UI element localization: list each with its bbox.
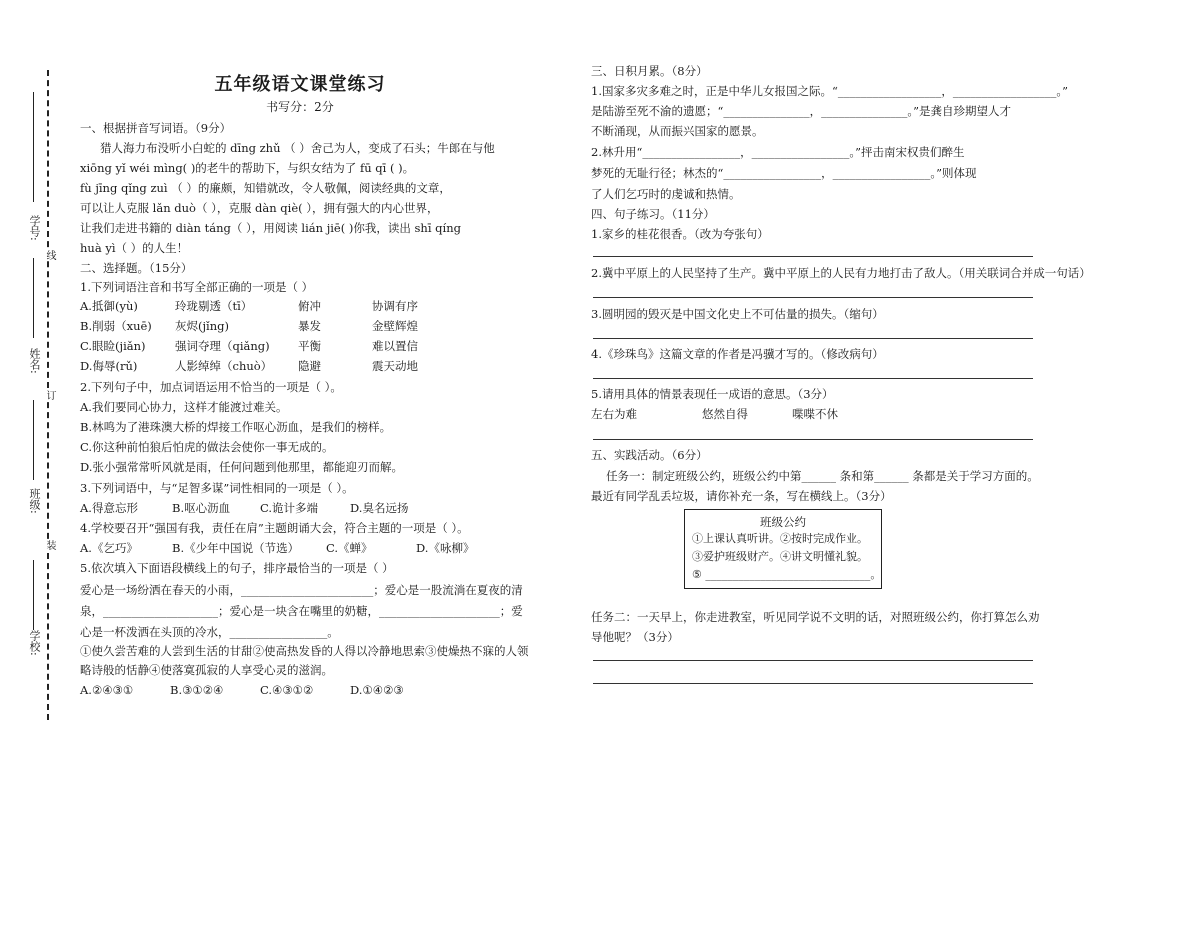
option-cell: 强词夺理（qiǎng) [175,339,270,353]
idiom: 喋喋不休 [792,407,838,421]
class-rule-line: ①上课认真听讲。②按时完成作业。 [692,532,868,545]
question-2-1: 1.下列词语注音和书写全部正确的一项是（ ） [80,280,314,294]
question-2-4: 4.学校要召开“强国有我，责任在肩”主题朗诵大会，符合主题的一项是（ ）。 [80,521,469,535]
option-cell: 协调有序 [372,299,418,313]
option-cell: C.诡计多端 [260,501,319,515]
question-4-1: 1.家乡的桂花很香。（改为夸张句） [591,227,769,241]
option-cell: 人影绰绰（chuò） [175,359,273,373]
answer-line[interactable] [593,256,1033,257]
answer-line[interactable] [593,338,1033,339]
option-cell: B.呕心沥血 [172,501,231,515]
binding-ding-label: 订 [44,390,55,400]
option-cell: 灰烬(jǐng) [175,319,229,333]
section1-line: fù jīng qǐng zuì （ ）的廉颇，知错就改，令人敬佩，阅读经典的文章， [80,181,451,195]
q5-choices-line: 略诗般的恬静④使落寞孤寂的人享受心灵的滋润。 [80,663,333,677]
option-cell: B.③①②④ [170,683,224,697]
question-2-3: 3.下列词语中，与“足智多谋”词性相同的一项是（ ）。 [80,481,354,495]
section3-line: 不断涌现，从而振兴国家的愿景。 [591,124,764,138]
option-cell: D.①④②③ [350,683,404,697]
question-4-2: 2.冀中平原上的人民坚持了生产。冀中平原上的人民有力地打击了敌人。（用关联词合并成一句话） [591,266,1091,280]
class-underline [33,400,34,480]
option-cell: 平衡 [298,339,321,353]
q2-option: A.我们要同心协力，这样才能渡过难关。 [80,400,288,414]
option-cell: B.《少年中国说（节选） [172,541,300,555]
class-label: 班级: [28,488,41,514]
q2-option: B.林鸣为了港珠澳大桥的焊接工作呕心沥血，是我们的榜样。 [80,420,392,434]
answer-line[interactable] [593,660,1033,661]
question-2-5: 5.依次填入下面语段横线上的句子，排序最恰当的一项是（ ） [80,561,394,575]
option-cell: 金壁辉煌 [372,319,418,333]
answer-line[interactable] [593,297,1033,298]
section3-heading: 三、日积月累。（8分） [591,64,708,78]
option-cell: C.《蝉》 [326,541,373,555]
binding-margin [0,0,60,926]
option-cell: D.《咏柳》 [416,541,475,555]
section5-heading: 五、实践活动。（6分） [591,448,708,462]
answer-line[interactable] [593,439,1033,440]
option-cell: 隐避 [298,359,321,373]
q5-text-line: 心是一杯泼洒在头顶的冷水，_________________。 [80,625,339,639]
class-rules-title: 班级公约 [760,515,806,529]
name-underline [33,258,34,338]
school-label: 学校: [28,630,41,656]
section4-heading: 四、句子练习。（11分） [591,207,715,221]
school-underline [33,560,34,630]
q2-option: D.张小强常常听风就是雨，任何问题到他那里，都能迎刃而解。 [80,460,403,474]
option-cell: B.削弱（xuē) [80,319,152,333]
question-2-2: 2.下列句子中，加点词语运用不恰当的一项是（ ）。 [80,380,342,394]
option-cell: C.眼睑(jiǎn) [80,339,146,353]
section1-line: huà yì（ ）的人生！ [80,241,189,255]
question-4-3: 3.圆明园的毁灭是中国文化史上不可估量的损失。（缩句） [591,307,884,321]
option-cell: 暴发 [298,319,321,333]
question-4-5: 5.请用具体的情景表现任一成语的意思。（3分） [591,387,834,401]
binding-zhuang-label: 装 [44,540,55,550]
q2-option: C.你这种前怕狼后怕虎的做法会使你一事无成的。 [80,440,334,454]
idiom: 左右为难 [591,407,637,421]
idiom: 悠然自得 [702,407,748,421]
option-cell: 难以置信 [372,339,418,353]
option-cell: 玲珑剔透（tī） [175,299,253,313]
class-rule-line: ③爱护班级财产。④讲文明懂礼貌。 [692,550,868,563]
page-subtitle: 书写分：2分 [266,100,334,114]
section1-heading: 一、根据拼音写词语。（9分） [80,121,232,135]
id-label: 学号: [28,215,41,241]
option-cell: D.侮辱(rǔ) [80,359,138,373]
section3-line: 了人们乞巧时的虔诚和热情。 [591,187,741,201]
task1-line: 最近有同学乱丢垃圾，请你补充一条，写在横线上。（3分） [591,489,892,503]
section3-line: 梦死的无耻行径；林杰的“_________________，_________________。”则体现 [591,166,977,180]
option-cell: D.臭名远扬 [350,501,409,515]
binding-line-label: 线 [44,250,55,260]
option-cell: A.《乞巧》 [80,541,138,555]
page-title: 五年级语文课堂练习 [214,74,386,95]
option-cell: 俯冲 [298,299,321,313]
task2-line: 任务二：一天早上，你走进教室，听见同学说不文明的话，对照班级公约，你打算怎么劝 [591,610,1040,624]
section3-line: 是陆游至死不渝的遗愿；“_______________，_______________。”是龚自珍期望人才 [591,104,1012,118]
class-rule-line[interactable]: ⑤ ______________________________。 [692,568,882,581]
answer-line[interactable] [593,378,1033,379]
option-cell: 震天动地 [372,359,418,373]
section3-line: 1.国家多灾多难之时，正是中华儿女报国之际。“__________________，__________________。” [591,84,1068,98]
q5-text-line: 泉，____________________；爱心是一块含在嘴里的奶糖，_____________________；爱 [80,604,523,618]
option-cell: A.得意忘形 [80,501,138,515]
section2-heading: 二、选择题。（15分） [80,261,193,275]
option-cell: C.④③①② [260,683,314,697]
q5-choices-line: ①使久尝苦难的人尝到生活的甘甜②使高热发昏的人得以冷静地思索③使燥热不寐的人领 [80,644,529,658]
class-rules-box [684,509,882,589]
option-cell: A.②④③① [80,683,134,697]
section1-line: 猎人海力布没听小白蛇的 dīng zhǔ （ ）舍己为人，变成了石头；牛郎在与他 [100,141,495,155]
task1-line: 任务一：制定班级公约，班级公约中第______ 条和第______ 条都是关于学习方面的。 [606,469,1039,483]
q5-text-line: 爱心是一场纷洒在春天的小雨，_______________________；爱心是一股流淌在夏夜的清 [80,583,523,597]
section1-line: 可以让人克服 lǎn duò（ ），克服 dàn qiè( ），拥有强大的内心世界， [80,201,439,215]
task2-line: 导他呢？（3分） [591,630,679,644]
answer-line[interactable] [593,683,1033,684]
section1-line: 让我们走进书籍的 diàn táng（ ），用阅读 lián jiē( )你我，读出 shī qíng [80,221,461,235]
section3-line: 2.林升用“_________________，_________________。”抨击南宋权贵们醉生 [591,145,965,159]
name-label: 姓名: [28,348,41,374]
question-4-4: 4.《珍珠鸟》这篇文章的作者是冯骥才写的。（修改病句） [591,347,884,361]
section1-line: xiōng yǐ wéi mìng( )的老牛的帮助下，与织女结为了 fū qī ( )。 [80,161,415,175]
option-cell: A.抵御(yù) [80,299,138,313]
